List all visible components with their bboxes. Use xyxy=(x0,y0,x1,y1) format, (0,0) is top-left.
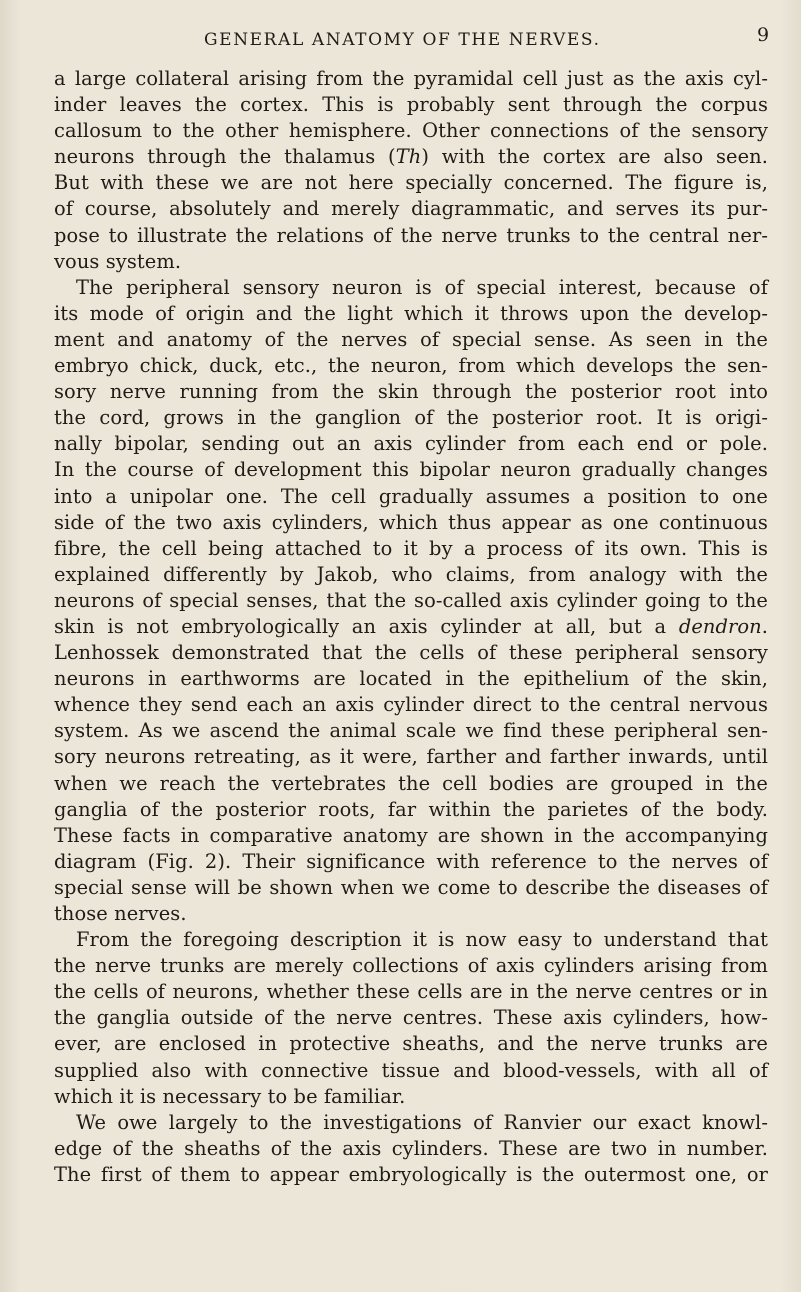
page-number: 9 xyxy=(757,24,770,46)
text-line: special sense will be shown when we come to describe the diseases of xyxy=(54,875,768,899)
body-text xyxy=(54,66,768,1188)
text-line: The peripheral sensory neuron is of special interest, because of xyxy=(76,275,768,299)
text-line: of course, absolutely and merely diagrammatic, and serves its pur- xyxy=(54,197,768,221)
text-line: The first of them to appear embryologically is the outermost one, or xyxy=(54,1162,768,1186)
text-line: sory nerve running from the skin through the posterior root into xyxy=(54,380,768,404)
text-line: its mode of origin and the light which it throws upon the develop- xyxy=(54,301,768,325)
text-line: a large collateral arising from the pyramidal cell just as the axis cyl- xyxy=(54,67,768,90)
text-line: vous system. xyxy=(54,249,182,273)
text-line: ganglia of the posterior roots, far within the parietes of the body. xyxy=(54,797,768,821)
text-line: when we reach the vertebrates the cell bodies are grouped in the xyxy=(54,771,768,795)
text-line: neurons of special senses, that the so-called axis cylinder going to the xyxy=(54,588,768,612)
text-line: which it is necessary to be familiar. xyxy=(54,1084,406,1108)
text-line: In the course of development this bipolar neuron gradually changes xyxy=(54,458,768,482)
text-line: explained differently by Jakob, who claims, from analogy with the xyxy=(54,562,768,586)
page-header xyxy=(0,24,801,54)
text-line: Lenhossek demonstrated that the cells of these peripheral sensory xyxy=(54,641,768,665)
text-line: ever, are enclosed in protective sheaths, and the nerve trunks are xyxy=(54,1032,768,1056)
text-line: whence they send each an axis cylinder direct to the central nervous xyxy=(54,693,768,717)
text-line: fibre, the cell being attached to it by a process of its own. This is xyxy=(54,536,768,560)
text-line: pose to illustrate the relations of the nerve trunks to the central ner- xyxy=(54,223,768,247)
text-line: callosum to the other hemisphere. Other connections of the sensory xyxy=(54,119,768,143)
text-line: neurons through the thalamus (Th) with the cortex are also seen. xyxy=(54,145,768,169)
text-line: embryo chick, duck, etc., the neuron, from which develops the sen- xyxy=(54,354,768,378)
text-line: neurons in earthworms are located in the epithelium of the skin, xyxy=(54,667,768,691)
text-line: supplied also with connective tissue and blood-vessels, with all of xyxy=(54,1058,768,1082)
text-line: sory neurons retreating, as it were, farther and farther inwards, until xyxy=(54,745,768,769)
text-line: the nerve trunks are merely collections of axis cylinders arising from xyxy=(54,954,768,978)
text-line: side of the two axis cylinders, which thus appear as one continuous xyxy=(54,510,768,534)
text-line: diagram (Fig. 2). Their significance with reference to the nerves of xyxy=(54,849,768,873)
text-line: From the foregoing description it is now easy to understand that xyxy=(76,928,768,952)
text-line: those nerves. xyxy=(54,902,187,925)
text-line: ment and anatomy of the nerves of special sense. As seen in the xyxy=(54,327,768,351)
text-line: the ganglia outside of the nerve centres. These axis cylinders, how- xyxy=(54,1006,768,1030)
text-line: We owe largely to the investigations of Ranvier our exact knowl- xyxy=(76,1110,768,1134)
text-line: nally bipolar, sending out an axis cylinder from each end or pole. xyxy=(54,432,768,456)
text-line: system. As we ascend the animal scale we find these peripheral sen- xyxy=(54,719,768,743)
text-line: the cells of neurons, whether these cells are in the nerve centres or in xyxy=(54,980,768,1004)
running-head: GENERAL ANATOMY OF THE NERVES. xyxy=(204,30,601,50)
text-line: These facts in comparative anatomy are shown in the accompanying xyxy=(54,823,768,847)
text-line: inder leaves the cortex. This is probably sent through the corpus xyxy=(54,93,768,117)
text-line: into a unipolar one. The cell gradually assumes a position to one xyxy=(54,484,768,508)
text-line: skin is not embryologically an axis cylinder at all, but a dendron. xyxy=(54,614,768,638)
text-line: the cord, grows in the ganglion of the posterior root. It is origi- xyxy=(54,406,768,430)
text-line: edge of the sheaths of the axis cylinders. These are two in number. xyxy=(54,1136,768,1160)
text-line: But with these we are not here specially concerned. The figure is, xyxy=(54,171,768,195)
